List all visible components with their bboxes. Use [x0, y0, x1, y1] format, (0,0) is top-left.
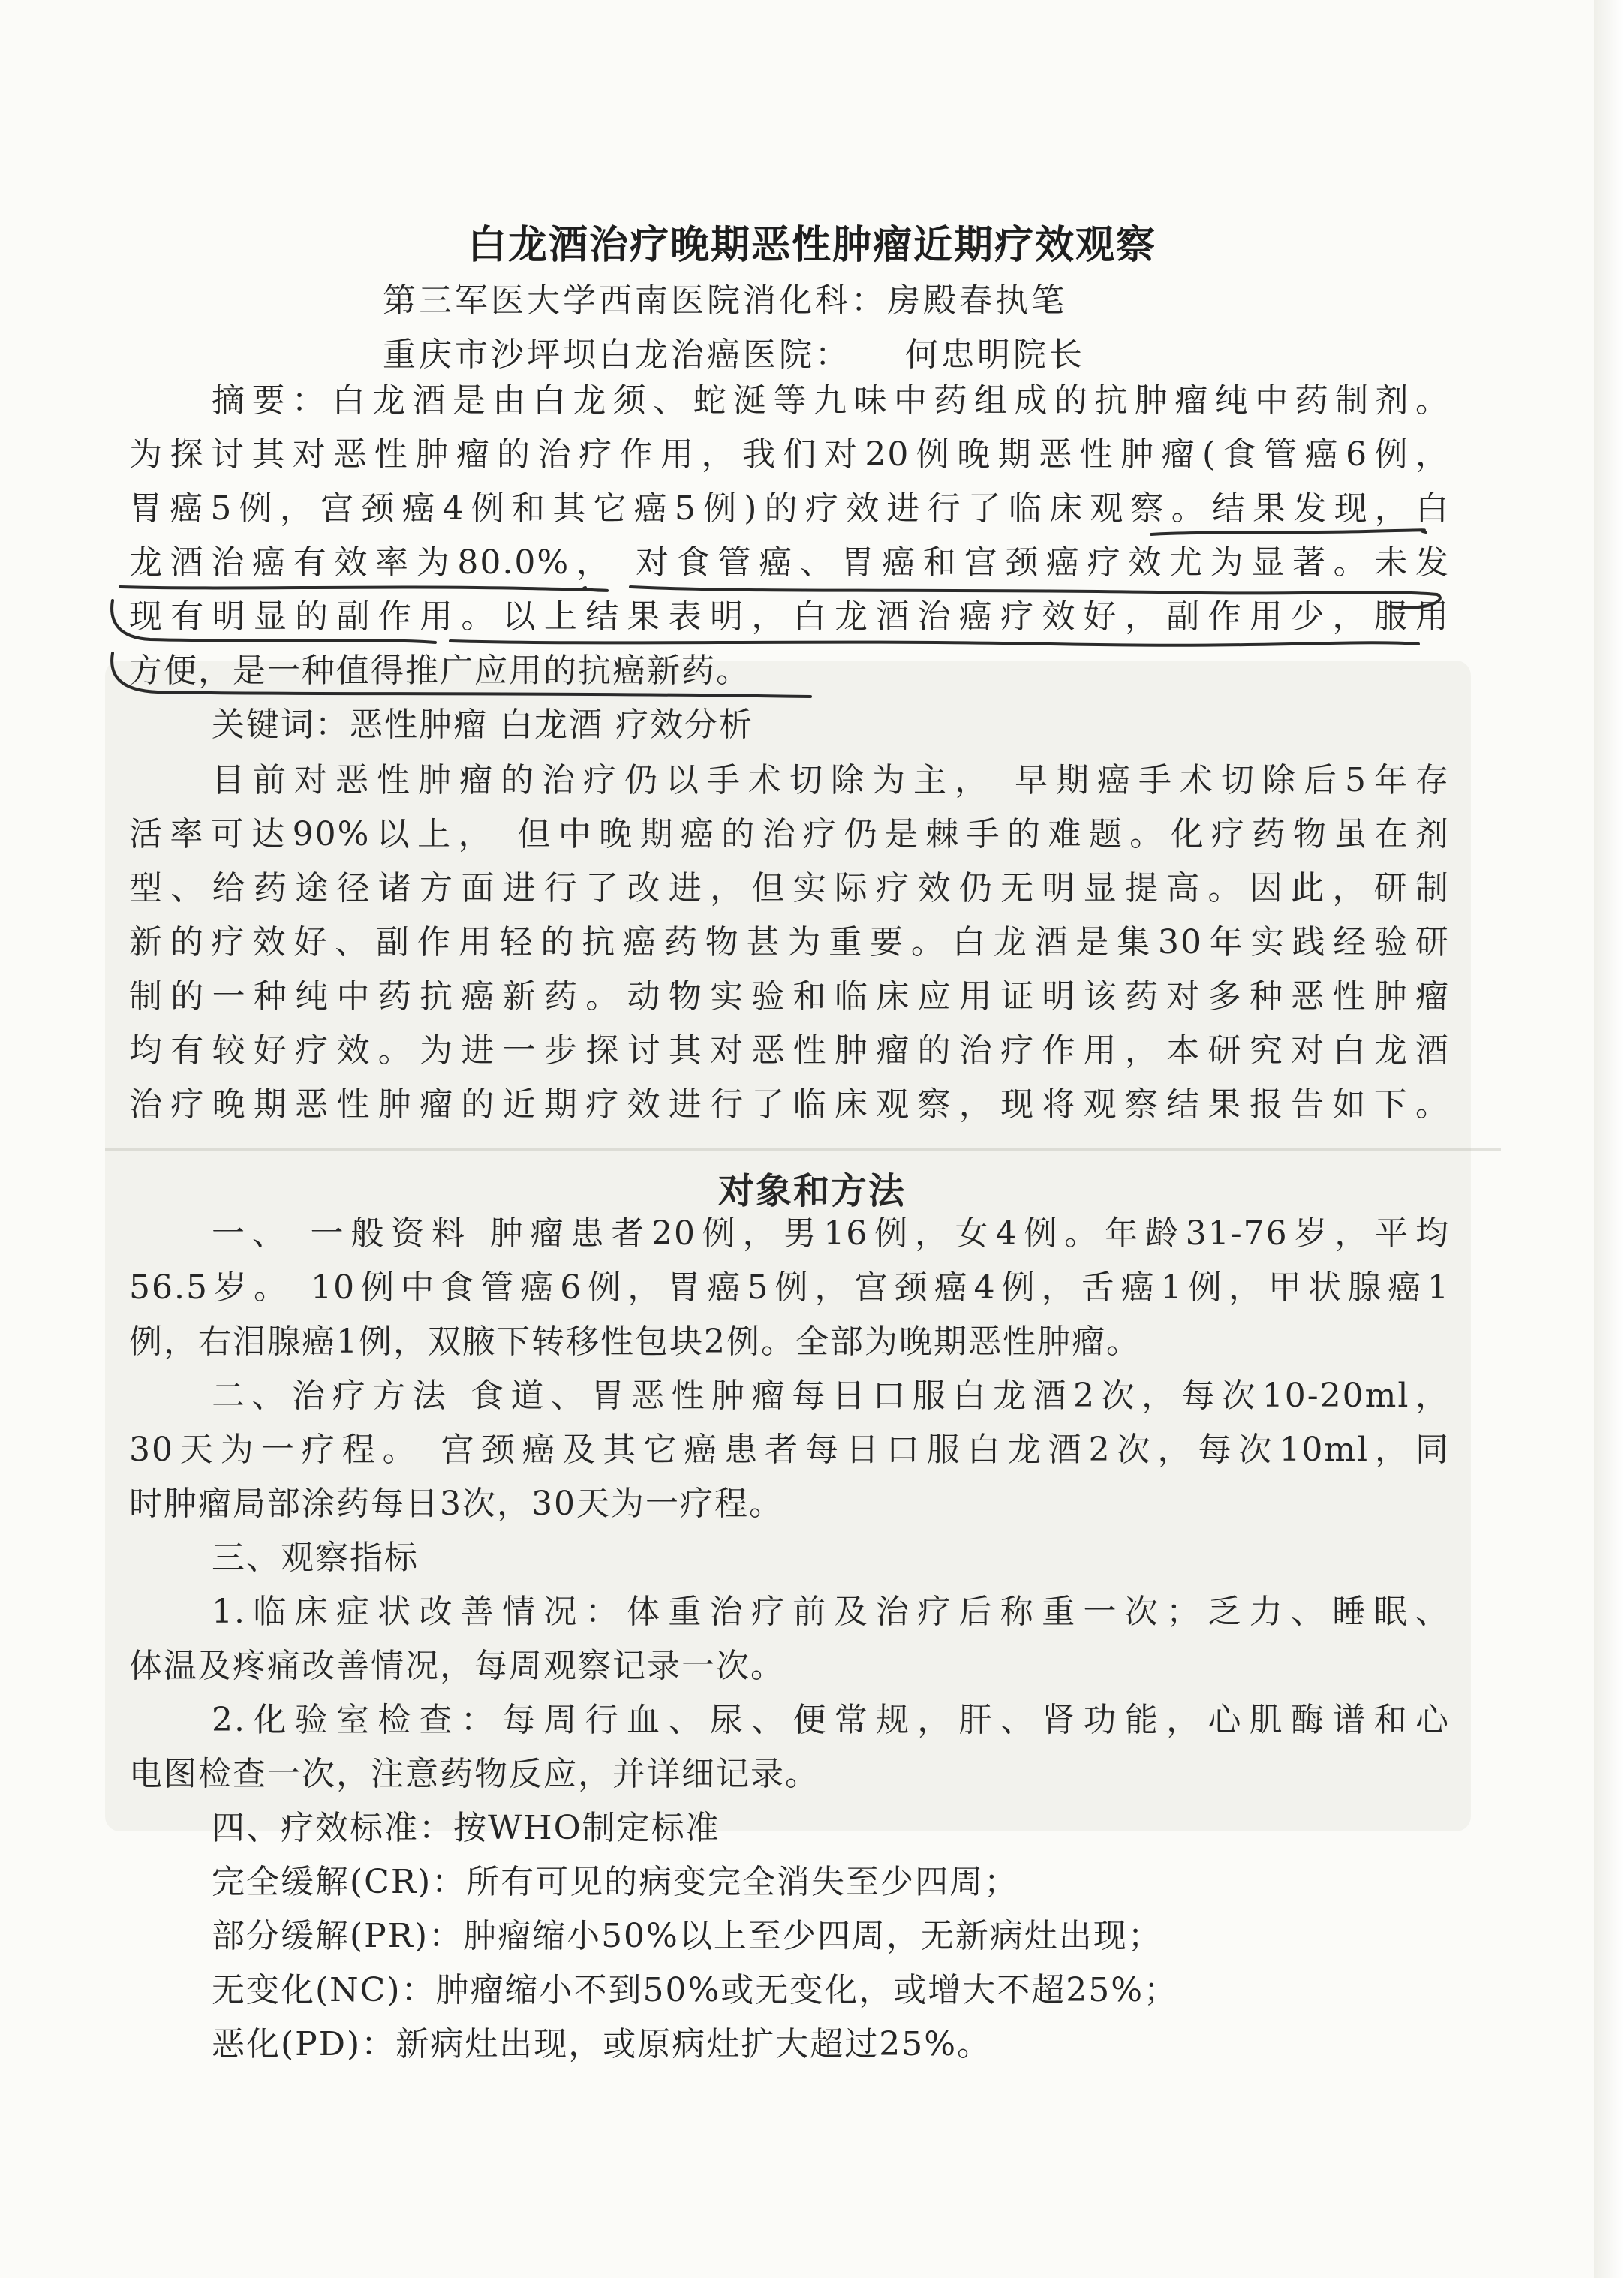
abstract-line: 现有明显的副作用。以上结果表明，白龙酒治癌疗效好，副作用少，服用	[129, 597, 1450, 636]
abstract-line: 方便，是一种值得推广应用的抗癌新药。	[129, 652, 750, 690]
abstract-line: 摘要：白龙酒是由白龙须、蛇涎等九味中药组成的抗肿瘤纯中药制剂。	[212, 381, 1450, 420]
criteria-line: 部分缓解(PR)：肿瘤缩小50%以上至少四周，无新病灶出现；	[212, 1917, 1162, 1955]
intro-line: 制的一种纯中药抗癌新药。动物实验和临床应用证明该药对多种恶性肿瘤	[129, 977, 1450, 1016]
keywords-line: 关键词：恶性肿瘤 白龙酒 疗效分析	[212, 706, 753, 744]
abstract-line: 龙酒治癌有效率为80.0%， 对食管癌、胃癌和宫颈癌疗效尤为显著。未发	[129, 543, 1450, 582]
abstract-line: 胃癌5例，宫颈癌4例和其它癌5例)的疗效进行了临床观察。结果发现，白	[129, 489, 1450, 528]
abstract-line: 为探讨其对恶性肿瘤的治疗作用，我们对20例晚期恶性肿瘤(食管癌6例，	[129, 435, 1450, 474]
intro-line: 型、给药途径诸方面进行了改进，但实际疗效仍无明显提高。因此，研制	[129, 869, 1450, 907]
section-heading: 对象和方法	[717, 1170, 906, 1212]
criteria-line: 完全缓解(CR)：所有可见的病变完全消失至少四周；	[212, 1863, 1019, 1901]
criteria-line: 恶化(PD)：新病灶出现，或原病灶扩大超过25%。	[212, 2025, 992, 2063]
general-data-line: 例，右泪腺癌1例，双腋下转移性包块2例。全部为晚期恶性肿瘤。	[129, 1323, 1141, 1361]
observation-line: 电图检查一次，注意药物反应，并详细记录。	[129, 1755, 820, 1793]
criteria-line: 无变化(NC)：肿瘤缩小不到50%或无变化，或增大不超25%；	[212, 1971, 1179, 2009]
general-data-line: 一、 一般资料 肿瘤患者20例，男16例，女4例。年龄31-76岁，平均	[212, 1214, 1450, 1253]
intro-line: 活率可达90%以上， 但中晚期癌的治疗仍是棘手的难题。化疗药物虽在剂	[129, 815, 1450, 853]
treatment-line: 二、治疗方法 食道、胃恶性肿瘤每日口服白龙酒2次，每次10-20ml，	[212, 1377, 1450, 1415]
document-title: 白龙酒治疗晚期恶性肿瘤近期疗效观察	[467, 222, 1156, 268]
observation-heading: 三、观察指标	[212, 1539, 419, 1577]
observation-line: 体温及疼痛改善情况，每周观察记录一次。	[129, 1647, 785, 1685]
criteria-heading: 四、疗效标准：按WHO制定标准	[212, 1809, 720, 1847]
treatment-line: 时肿瘤局部涂药每日3次，30天为一疗程。	[129, 1485, 783, 1523]
general-data-line: 56.5岁。 10例中食管癌6例，胃癌5例，宫颈癌4例，舌癌1例，甲状腺癌1	[129, 1268, 1450, 1307]
author-line: 第三军医大学西南医院消化科：房殿春执笔	[383, 281, 1067, 320]
hospital-line: 重庆市沙坪坝白龙治癌医院： 何忠明院长	[383, 336, 1085, 374]
intro-line: 治疗晚期恶性肿瘤的近期疗效进行了临床观察，现将观察结果报告如下。	[129, 1085, 1450, 1124]
treatment-line: 30天为一疗程。 宫颈癌及其它癌患者每日口服白龙酒2次，每次10ml，同	[129, 1431, 1450, 1469]
intro-line: 新的疗效好、副作用轻的抗癌药物甚为重要。白龙酒是集30年实践经验研	[129, 923, 1450, 961]
intro-line: 目前对恶性肿瘤的治疗仍以手术切除为主， 早期癌手术切除后5年存	[212, 761, 1450, 799]
observation-line: 2.化验室检查：每周行血、尿、便常规，肝、肾功能，心肌酶谱和心	[212, 1701, 1450, 1739]
observation-line: 1.临床症状改善情况：体重治疗前及治疗后称重一次；乏力、睡眠、	[212, 1593, 1450, 1631]
intro-line: 均有较好疗效。为进一步探讨其对恶性肿瘤的治疗作用，本研究对白龙酒	[129, 1031, 1450, 1070]
